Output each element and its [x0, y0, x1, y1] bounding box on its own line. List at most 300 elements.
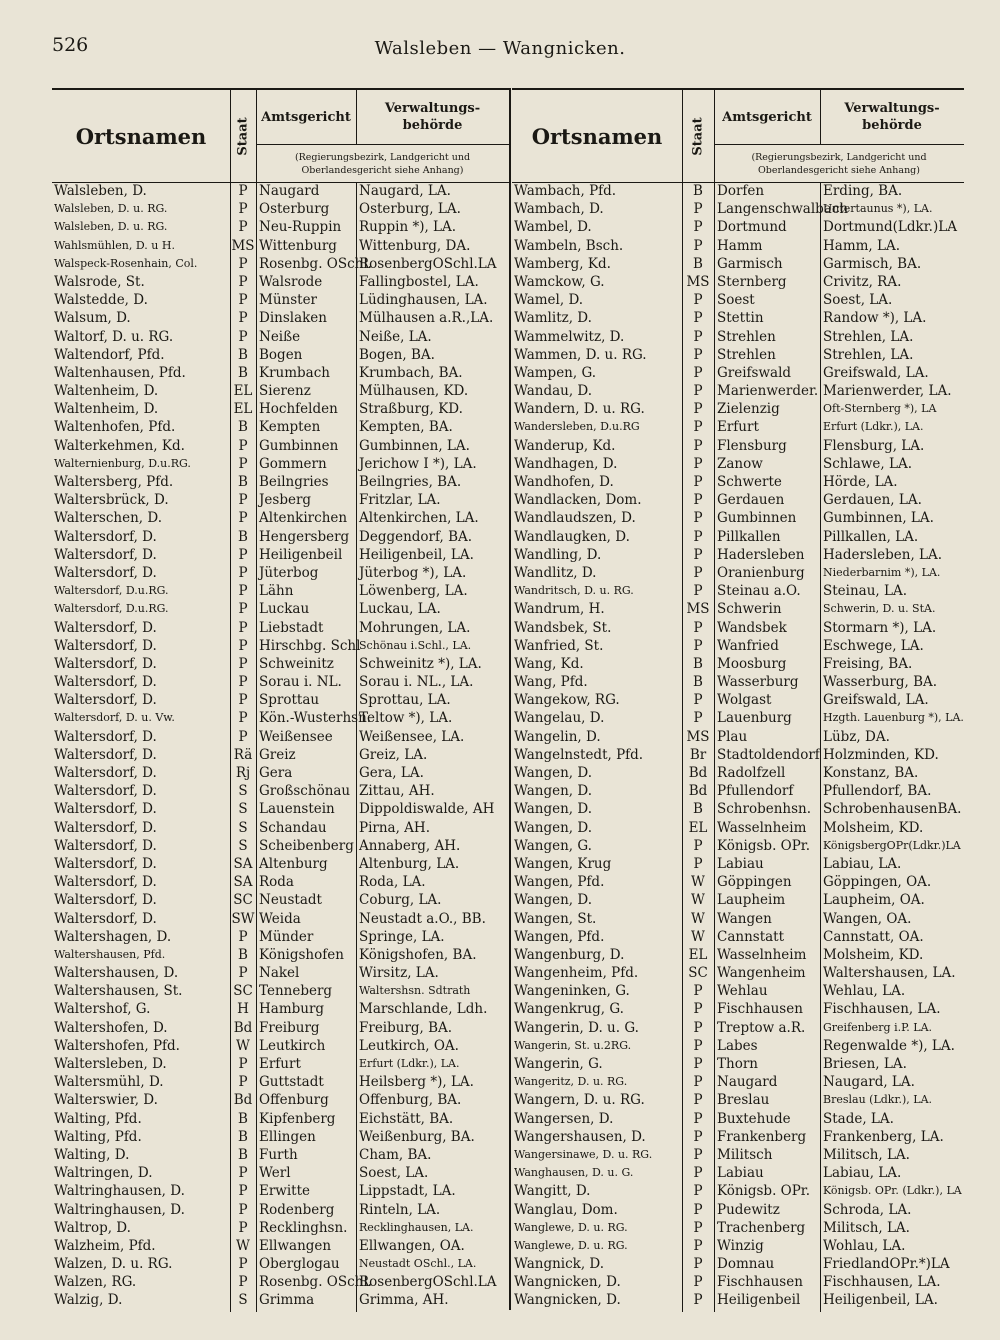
entry-verwaltung: Annaberg, AH.	[359, 837, 461, 854]
entry-verwaltung: Soest, LA.	[823, 292, 893, 309]
entry-verwaltung: Holzminden, KD.	[823, 746, 939, 763]
table-row	[512, 1110, 964, 1128]
table-row	[52, 309, 509, 327]
entry-verwaltung: Pillkallen, LA.	[823, 528, 919, 545]
entry-amtsgericht: Oberglogau	[259, 1256, 340, 1273]
entry-ortsname: Wandlitz, D.	[514, 564, 597, 581]
entry-staat: B	[238, 364, 248, 381]
entry-staat: B	[693, 183, 703, 199]
entry-ortsname: Wangen, Krug	[514, 855, 612, 872]
entry-staat: P	[693, 437, 703, 454]
entry-ortsname: Wamberg, Kd.	[514, 255, 611, 272]
entry-amtsgericht: Stettin	[717, 310, 764, 327]
table-row	[512, 600, 964, 618]
table-row	[52, 691, 509, 709]
left-table-header	[52, 90, 509, 183]
entry-verwaltung: Konstanz, BA.	[823, 765, 919, 781]
entry-amtsgericht: Weißensee	[259, 728, 333, 745]
entry-staat: MS	[686, 728, 710, 745]
table-row	[52, 1073, 509, 1091]
entry-amtsgericht: Treptow a.R.	[717, 1019, 806, 1036]
entry-ortsname: Waltersdorf, D. u. Vw.	[54, 711, 175, 725]
entry-verwaltung: Löwenberg, LA.	[359, 583, 468, 600]
entry-staat: W	[691, 910, 705, 927]
table-row	[52, 200, 509, 218]
table-row	[52, 473, 509, 491]
entry-staat: P	[693, 328, 703, 345]
entry-ortsname: Walzig, D.	[54, 1292, 123, 1309]
entry-amtsgericht: Göppingen	[717, 874, 792, 891]
entry-verwaltung: Regenwalde *), LA.	[823, 1037, 955, 1054]
table-row	[512, 673, 964, 691]
entry-amtsgericht: Zanow	[717, 455, 763, 472]
entry-ortsname: Walting, D.	[54, 1146, 130, 1163]
entry-verwaltung: Heiligenbeil, LA.	[359, 546, 474, 563]
entry-amtsgericht: Frankenberg	[717, 1128, 807, 1145]
entry-ortsname: Wambel, D.	[514, 219, 592, 236]
entry-staat: P	[693, 1237, 703, 1254]
entry-staat: P	[238, 1074, 248, 1091]
entry-ortsname: Wandrum, H.	[514, 601, 605, 618]
entry-amtsgericht: Jüterbog	[259, 564, 319, 581]
entry-ortsname: Waltersdorf, D.	[54, 692, 157, 709]
entry-amtsgericht: Winzig	[717, 1237, 764, 1254]
entry-ortsname: Wammen, D. u. RG.	[514, 346, 647, 363]
entry-ortsname: Waltenhofen, Pfd.	[54, 419, 176, 436]
entry-amtsgericht: Rosenbg. OSchl.	[259, 255, 372, 272]
entry-verwaltung: Erfurt (Ldkr.), LA.	[823, 420, 924, 434]
entry-amtsgericht: Lähn	[259, 583, 294, 600]
table-row	[52, 546, 509, 564]
entry-verwaltung: Waltershsn. Sdtrath	[359, 984, 471, 998]
table-row	[52, 1037, 509, 1055]
entry-verwaltung: Cannstatt, OA.	[823, 928, 924, 945]
table-row	[512, 218, 964, 236]
entry-ortsname: Walting, Pfd.	[54, 1110, 142, 1127]
entry-amtsgericht: Hamburg	[259, 1001, 325, 1018]
right-column-block	[512, 88, 964, 1312]
entry-ortsname: Waltersdorf, D.	[54, 837, 157, 854]
entry-verwaltung: Pfullendorf, BA.	[823, 783, 932, 800]
entry-staat: P	[238, 1056, 248, 1072]
entry-staat: P	[693, 855, 703, 872]
table-row	[512, 1219, 964, 1237]
entry-verwaltung: Recklinghausen, LA.	[359, 1220, 474, 1234]
entry-amtsgericht: Langenschwalbach	[717, 201, 849, 218]
entry-amtsgericht: Hirschbg. Schl	[259, 637, 361, 654]
entry-staat: P	[238, 255, 248, 272]
entry-staat: P	[693, 237, 703, 254]
table-row	[52, 1019, 509, 1037]
entry-staat: P	[693, 1128, 703, 1145]
entry-ortsname: Wandhofen, D.	[514, 474, 614, 490]
table-row	[52, 528, 509, 546]
entry-verwaltung: Wasserburg, BA.	[823, 674, 938, 691]
entry-ortsname: Wangen, D.	[514, 819, 592, 836]
entry-staat: P	[238, 546, 248, 563]
table-row	[512, 382, 964, 400]
entry-verwaltung: Breslau (Ldkr.), LA.	[823, 1093, 933, 1107]
entry-ortsname: Waltershof, G.	[54, 1001, 151, 1018]
entry-ortsname: Wangelin, D.	[514, 728, 601, 745]
entry-amtsgericht: Strehlen	[717, 328, 776, 345]
entry-verwaltung: Randow *), LA.	[823, 310, 927, 327]
entry-verwaltung: Altenburg, LA.	[359, 855, 460, 872]
table-row	[52, 346, 509, 364]
entry-verwaltung: Stormarn *), LA.	[823, 619, 937, 636]
entry-verwaltung: Hörde, LA.	[823, 474, 898, 490]
table-row	[512, 1000, 964, 1018]
table-row	[512, 837, 964, 855]
entry-staat: P	[693, 637, 703, 654]
table-row	[52, 709, 509, 727]
table-row	[52, 1237, 509, 1255]
amtsgericht-header: Amtsgericht	[722, 109, 812, 125]
entry-verwaltung: Greiz, LA.	[359, 746, 428, 763]
entry-staat: SA	[233, 855, 253, 872]
entry-ortsname: Waltersdorf, D.u.RG.	[54, 584, 169, 598]
entry-staat: S	[238, 783, 248, 800]
entry-amtsgericht: Erwitte	[259, 1183, 311, 1200]
entry-amtsgericht: Dinslaken	[259, 310, 327, 327]
entry-staat: SC	[688, 965, 708, 982]
entry-amtsgericht: Wangen	[717, 910, 772, 927]
table-row	[52, 637, 509, 655]
entry-ortsname: Waltershagen, D.	[54, 928, 172, 945]
entry-ortsname: Waltersdorf, D.	[54, 746, 157, 763]
entry-verwaltung: Fallingbostel, LA.	[359, 273, 479, 290]
entry-staat: Rj	[235, 765, 251, 781]
page-number: 526	[52, 34, 89, 56]
entry-staat: Bd	[233, 1019, 253, 1036]
entry-staat: S	[238, 819, 248, 836]
entry-amtsgericht: Rodenberg	[259, 1201, 335, 1218]
entry-amtsgericht: Dortmund	[717, 219, 787, 236]
entry-amtsgericht: Hochfelden	[259, 401, 338, 418]
entry-amtsgericht: Strehlen	[717, 346, 776, 363]
entry-verwaltung: Grimma, AH.	[359, 1292, 449, 1309]
entry-verwaltung: RosenbergOSchl.LA	[359, 255, 497, 272]
entry-amtsgericht: Sierenz	[259, 383, 311, 400]
entry-staat: P	[693, 1110, 703, 1127]
entry-amtsgericht: Kipfenberg	[259, 1110, 336, 1127]
entry-amtsgericht: Altenburg	[259, 855, 328, 872]
entry-staat: H	[237, 1001, 249, 1018]
entry-ortsname: Wangnicken, D.	[514, 1274, 621, 1291]
table-row	[512, 509, 964, 527]
entry-verwaltung: Kempten, BA.	[359, 419, 453, 436]
table-row	[512, 800, 964, 818]
entry-ortsname: Waltringen, D.	[54, 1165, 153, 1182]
entry-amtsgericht: Pudewitz	[717, 1201, 780, 1218]
entry-verwaltung: Mülhausen, KD.	[359, 383, 469, 400]
entry-ortsname: Wangerin, D. u. G.	[514, 1019, 639, 1036]
table-row	[512, 637, 964, 655]
staat-header	[682, 90, 714, 182]
table-row	[512, 200, 964, 218]
entry-verwaltung: Heilsberg *), LA.	[359, 1074, 474, 1091]
entry-staat: S	[238, 837, 248, 854]
entry-staat: P	[693, 1001, 703, 1018]
entry-verwaltung: Greifenberg i.P. LA.	[823, 1020, 933, 1034]
entry-staat: Rä	[233, 746, 253, 763]
entry-verwaltung: Lüdinghausen, LA.	[359, 292, 488, 309]
staat-header	[230, 90, 256, 182]
table-row	[512, 364, 964, 382]
entry-verwaltung: Zittau, AH.	[359, 783, 435, 800]
entry-staat: P	[238, 219, 248, 236]
entry-staat: Bd	[688, 765, 708, 781]
entry-amtsgericht: Wasselnheim	[717, 819, 807, 836]
entry-ortsname: Wangern, D. u. RG.	[514, 1092, 645, 1109]
entry-ortsname: Wangeninken, G.	[514, 983, 630, 1000]
entry-verwaltung: Bogen, BA.	[359, 346, 435, 363]
entry-amtsgericht: Cannstatt	[717, 928, 785, 945]
entry-ortsname: Wangekow, RG.	[514, 692, 620, 709]
table-row	[512, 928, 964, 946]
entry-verwaltung: Beilngries, BA.	[359, 474, 462, 490]
entry-ortsname: Waltersdorf, D.	[54, 819, 157, 836]
entry-staat: P	[238, 1256, 248, 1273]
table-row	[512, 982, 964, 1000]
entry-amtsgericht: Leutkirch	[259, 1037, 326, 1054]
entry-ortsname: Walzen, D. u. RG.	[54, 1256, 173, 1273]
entry-amtsgericht: Lauenstein	[259, 801, 335, 818]
entry-verwaltung: Rinteln, LA.	[359, 1201, 441, 1218]
entry-amtsgericht: Hadersleben	[717, 546, 805, 563]
entry-staat: MS	[686, 601, 710, 618]
entry-ortsname: Waltersdorf, D.	[54, 637, 157, 654]
entry-staat: P	[238, 1274, 248, 1291]
entry-staat: P	[238, 655, 248, 672]
entry-ortsname: Wanglewe, D. u. RG.	[514, 1220, 628, 1234]
entry-ortsname: Waltersdorf, D.	[54, 801, 157, 818]
entry-amtsgericht: Heiligenbeil	[717, 1292, 801, 1309]
entry-amtsgericht: Schwerte	[717, 474, 782, 490]
entry-verwaltung: Lippstadt, LA.	[359, 1183, 456, 1200]
entry-staat: P	[238, 1165, 248, 1182]
right-table-header	[512, 90, 964, 183]
entry-ortsname: Wangen, Pfd.	[514, 874, 605, 891]
table-row	[52, 218, 509, 236]
table-row	[52, 328, 509, 346]
entry-verwaltung: KönigsbergOPr(Ldkr.)LA	[823, 838, 961, 852]
table-row	[512, 1037, 964, 1055]
entry-amtsgericht: Sorau i. NL.	[259, 674, 342, 691]
entry-verwaltung: Wirsitz, LA.	[359, 965, 439, 982]
entry-verwaltung: Gumbinnen, LA.	[359, 437, 470, 454]
entry-verwaltung: Sorau i. NL., LA.	[359, 674, 474, 691]
entry-ortsname: Waltringhausen, D.	[54, 1201, 185, 1218]
entry-ortsname: Waltersdorf, D.	[54, 619, 157, 636]
entry-verwaltung: Göppingen, OA.	[823, 874, 932, 891]
entry-ortsname: Walsleben, D. u. RG.	[54, 202, 168, 216]
table-row	[512, 891, 964, 909]
entry-staat: W	[236, 1037, 250, 1054]
entry-ortsname: Waltershofen, Pfd.	[54, 1037, 180, 1054]
entry-ortsname: Wandern, D. u. RG.	[514, 401, 645, 418]
entry-verwaltung: Labiau, LA.	[823, 1165, 902, 1182]
entry-ortsname: Wangeritz, D. u. RG.	[514, 1075, 628, 1089]
table-row	[512, 746, 964, 764]
entry-ortsname: Wangersen, D.	[514, 1110, 614, 1127]
entry-verwaltung: Untertaunus *), LA.	[823, 202, 933, 216]
entry-verwaltung: Leutkirch, OA.	[359, 1037, 459, 1054]
table-row	[512, 273, 964, 291]
table-row	[512, 473, 964, 491]
entry-staat: Br	[689, 746, 707, 763]
right-entry-list	[512, 182, 964, 1310]
entry-amtsgericht: Domnau	[717, 1256, 775, 1273]
entry-verwaltung: Gerdauen, LA.	[823, 492, 922, 509]
entry-staat: P	[693, 1037, 703, 1054]
table-row	[52, 1255, 509, 1273]
entry-ortsname: Wangerin, G.	[514, 1056, 603, 1072]
entry-amtsgericht: Greiz	[259, 746, 296, 763]
entry-staat: P	[693, 1292, 703, 1309]
table-row	[512, 182, 964, 200]
table-row	[52, 800, 509, 818]
entry-ortsname: Waltershausen, D.	[54, 965, 179, 982]
table-row	[512, 619, 964, 637]
entry-amtsgericht: Flensburg	[717, 437, 787, 454]
entry-verwaltung: Weißensee, LA.	[359, 728, 465, 745]
table-row	[52, 873, 509, 891]
entry-staat: P	[238, 637, 248, 654]
entry-verwaltung: Flensburg, LA.	[823, 437, 925, 454]
entry-ortsname: Waltersbrück, D.	[54, 492, 169, 509]
entry-amtsgericht: Gerdauen	[717, 492, 785, 509]
entry-ortsname: Wambeln, Bsch.	[514, 237, 624, 254]
entry-amtsgericht: Wasselnheim	[717, 946, 807, 963]
table-row	[512, 764, 964, 782]
table-row	[512, 1237, 964, 1255]
entry-ortsname: Waltersdorf, D.	[54, 874, 157, 891]
entry-staat: P	[693, 528, 703, 545]
entry-amtsgericht: Königsb. OPr.	[717, 1183, 811, 1200]
entry-amtsgericht: Altenkirchen	[259, 510, 348, 527]
table-row	[52, 582, 509, 600]
entry-verwaltung: Osterburg, LA.	[359, 201, 461, 218]
entry-amtsgericht: Walsrode	[259, 273, 323, 290]
entry-amtsgericht: Kön.-Wusterhsn.	[259, 710, 372, 727]
entry-verwaltung: Deggendorf, BA.	[359, 528, 473, 545]
entry-ortsname: Wandritsch, D. u. RG.	[514, 584, 634, 598]
table-row	[52, 182, 509, 200]
table-row	[512, 400, 964, 418]
entry-amtsgericht: Wolgast	[717, 692, 772, 709]
entry-ortsname: Waltersmühl, D.	[54, 1074, 164, 1091]
entry-ortsname: Wandlaudszen, D.	[514, 510, 636, 527]
entry-staat: P	[693, 219, 703, 236]
entry-staat: P	[238, 1183, 248, 1200]
entry-ortsname: Wangen, G.	[514, 837, 592, 854]
table-row	[52, 455, 509, 473]
entry-ortsname: Waltersdorf, D.u.RG.	[54, 602, 169, 616]
entry-amtsgericht: Schwerin	[717, 601, 782, 618]
table-row	[512, 1019, 964, 1037]
entry-staat: P	[693, 455, 703, 472]
entry-ortsname: Wang, Pfd.	[514, 674, 588, 691]
header-note: (Regierungsbezirk, Landgericht und Oberlandesgericht siehe Anhang)	[256, 144, 509, 183]
entry-amtsgericht: Militsch	[717, 1146, 773, 1163]
table-row	[512, 491, 964, 509]
entry-ortsname: Walterkehmen, Kd.	[54, 437, 185, 454]
entry-verwaltung: Dippoldiswalde, AH	[359, 801, 495, 818]
entry-amtsgericht: Dorfen	[717, 183, 765, 199]
entry-amtsgericht: Plau	[717, 728, 748, 745]
table-row	[52, 255, 509, 273]
entry-verwaltung: Cham, BA.	[359, 1146, 432, 1163]
table-row	[512, 1291, 964, 1309]
entry-verwaltung: Soest, LA.	[359, 1165, 429, 1182]
entry-verwaltung: Laupheim, OA.	[823, 892, 925, 909]
entry-staat: B	[238, 474, 248, 490]
entry-staat: P	[693, 383, 703, 400]
entry-ortsname: Waltersdorf, D.	[54, 910, 157, 927]
entry-ortsname: Wangershausen, D.	[514, 1128, 646, 1145]
amtsgericht-header: Amtsgericht	[261, 109, 351, 125]
table-row	[52, 891, 509, 909]
entry-staat: W	[691, 874, 705, 891]
entry-staat: P	[238, 601, 248, 618]
table-row	[52, 382, 509, 400]
entry-amtsgericht: Fischhausen	[717, 1274, 803, 1291]
entry-staat: P	[238, 728, 248, 745]
entry-verwaltung: Neustadt OSchl., LA.	[359, 1257, 477, 1271]
left-column-block	[52, 88, 509, 1312]
entry-ortsname: Wangersinawe, D. u. RG.	[514, 1147, 653, 1161]
entry-ortsname: Waltersdorf, D.	[54, 564, 157, 581]
entry-verwaltung: Frankenberg, LA.	[823, 1128, 944, 1145]
table-row	[512, 237, 964, 255]
entry-verwaltung: RosenbergOSchl.LA	[359, 1274, 497, 1291]
entry-verwaltung: Schroda, LA.	[823, 1201, 912, 1218]
entry-staat: SC	[233, 983, 253, 1000]
entry-amtsgericht: Gera	[259, 765, 293, 781]
entry-amtsgericht: Schandau	[259, 819, 327, 836]
entry-staat: P	[693, 1019, 703, 1036]
entry-staat: B	[693, 655, 703, 672]
entry-staat: P	[238, 273, 248, 290]
table-row	[52, 291, 509, 309]
entry-ortsname: Waltersdorf, D.	[54, 855, 157, 872]
table-row	[52, 400, 509, 418]
entry-ortsname: Walsleben, D.	[54, 183, 147, 199]
entry-amtsgericht: Neustadt	[259, 892, 322, 909]
table-row	[52, 364, 509, 382]
entry-verwaltung: Militsch, LA.	[823, 1219, 910, 1236]
entry-ortsname: Walspeck-Rosenhain, Col.	[54, 256, 198, 270]
entry-ortsname: Wammelwitz, D.	[514, 328, 625, 345]
entry-verwaltung: Jerichow I *), LA.	[359, 455, 477, 472]
entry-staat: P	[238, 455, 248, 472]
entry-amtsgericht: Oranienburg	[717, 564, 805, 581]
entry-verwaltung: Strehlen, LA.	[823, 346, 914, 363]
entry-ortsname: Wangen, D.	[514, 801, 592, 818]
entry-amtsgericht: Naugard	[259, 183, 320, 199]
table-row	[52, 619, 509, 637]
table-row	[52, 1146, 509, 1164]
table-row	[52, 982, 509, 1000]
entry-verwaltung: Neustadt a.O., BB.	[359, 910, 486, 927]
table-row	[512, 855, 964, 873]
entry-verwaltung: Steinau, LA.	[823, 583, 908, 600]
entry-staat: P	[238, 674, 248, 691]
table-row	[52, 1291, 509, 1309]
entry-staat: P	[693, 1056, 703, 1072]
entry-staat: P	[693, 692, 703, 709]
